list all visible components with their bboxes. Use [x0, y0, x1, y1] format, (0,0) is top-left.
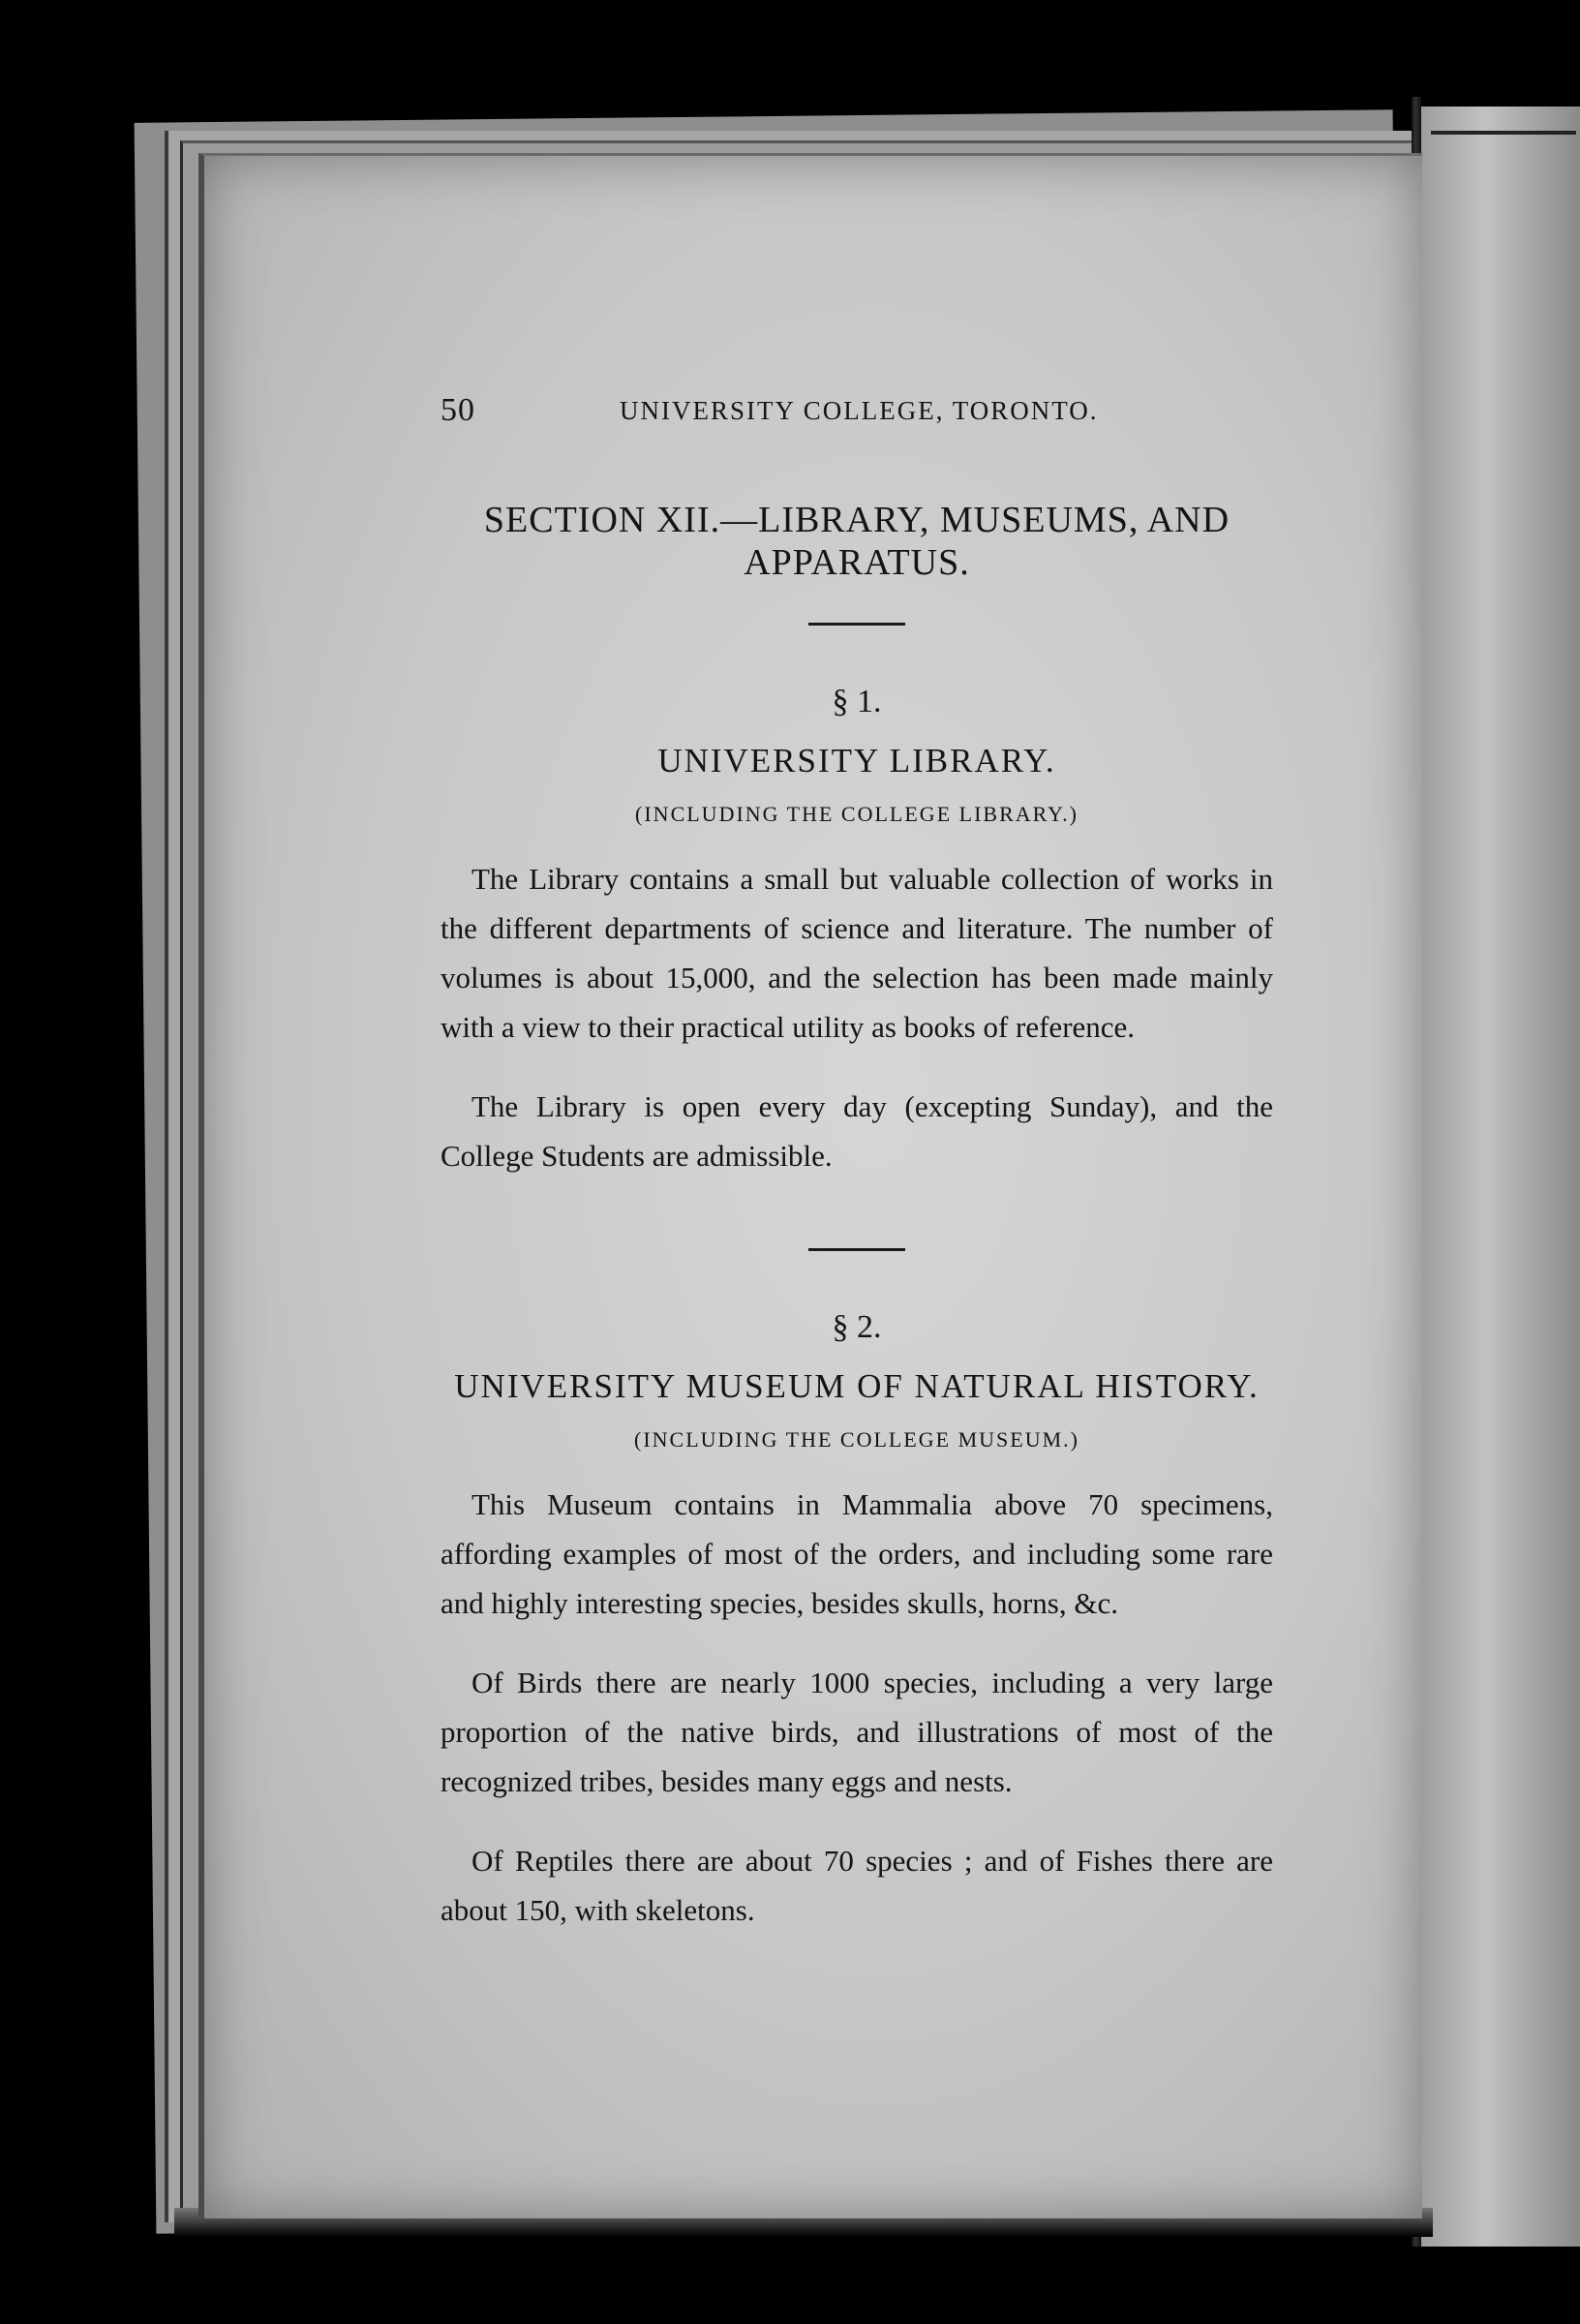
- page-content: [441, 392, 1273, 1965]
- subsection-note: (INCLUDING THE COLLEGE MUSEUM.): [634, 1427, 1079, 1452]
- section-heading-line: APPARATUS.: [744, 542, 970, 583]
- body-paragraph: The Library contains a small but valuable collection of works in the different departments of science and literature. The number of volumes is about 15,000, and the selection has been made mainly with a view to their practical utility as books of reference.: [441, 862, 1273, 1044]
- subsection-museum: [441, 1309, 1273, 1935]
- subsection-library: [441, 684, 1273, 1180]
- page-number: 50: [441, 392, 475, 428]
- section-heading-line: SECTION XII.—LIBRARY, MUSEUMS, AND: [483, 500, 1231, 540]
- running-title: UNIVERSITY COLLEGE, TORONTO.: [620, 396, 1099, 425]
- subsection-note: (INCLUDING THE COLLEGE LIBRARY.): [635, 802, 1079, 826]
- body-paragraph: This Museum contains in Mammalia above 70 specimens, affording examples of most of the orders, and including some rare and highly interesting species, besides skulls, horns, &c.: [441, 1487, 1273, 1620]
- subsection-title: UNIVERSITY MUSEUM OF NATURAL HISTORY.: [454, 1367, 1260, 1405]
- section-marker: § 1.: [832, 684, 882, 719]
- facing-page-rule: [1431, 131, 1576, 135]
- section-rule: [808, 1248, 905, 1251]
- body-paragraph: Of Reptiles there are about 70 species ; and of Fishes there are about 150, with skeletons.: [441, 1844, 1273, 1927]
- section-rule: [808, 623, 905, 626]
- body-paragraph: Of Birds there are nearly 1000 species, including a very large proportion of the native birds, and illustrations of most of the recognized tribes, besides many eggs and nests.: [441, 1666, 1273, 1798]
- facing-page-edge: [1421, 107, 1580, 2247]
- running-head: [441, 392, 1273, 441]
- section-heading: [441, 499, 1273, 584]
- section-marker: § 2.: [832, 1309, 882, 1345]
- subsection-title: UNIVERSITY LIBRARY.: [657, 742, 1056, 780]
- body-paragraph: The Library is open every day (excepting Sunday), and the College Students are admissible.: [441, 1089, 1273, 1173]
